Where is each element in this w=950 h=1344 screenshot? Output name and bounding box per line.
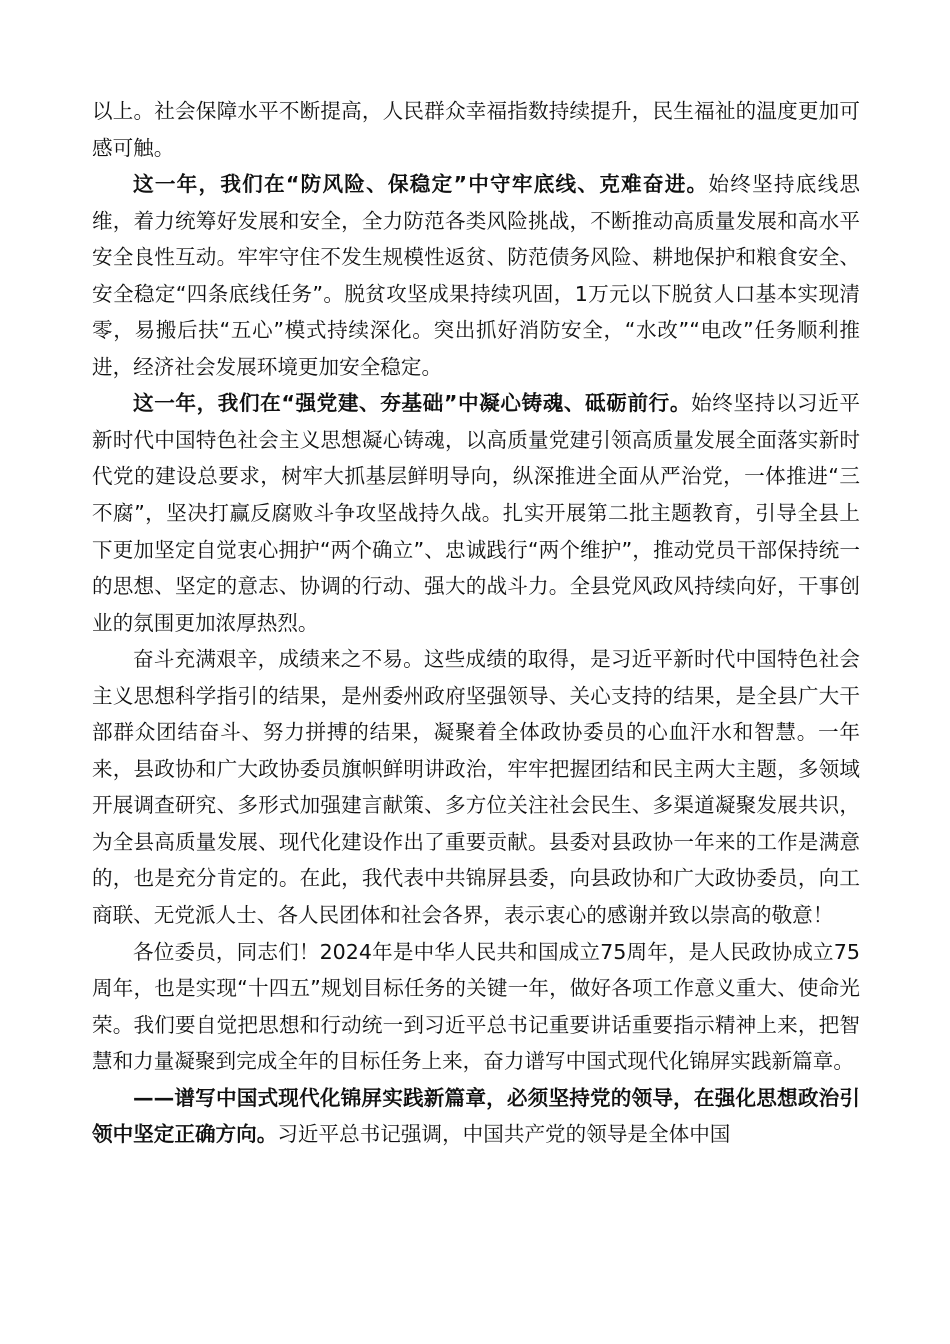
paragraph-2-text: 始终坚持底线思维，着力统筹好发展和安全，全力防范各类风险挑战，不断推动高质量发展和高水平安全良性互动。牢牢守住不发生规模性返贫、防范债务风险、耕地保护和粮食安全、安全稳定“四条底线任务”。脱贫攻坚成果持续巩固，1万元以下脱贫人口基本实现清零，易搬后扶“五心”模式持续深化。突出抓好消防安全，“水改”“电改”任务顺利推进，经济社会发展环境更加安全稳定。 — [92, 172, 861, 379]
paragraph-4 — [92, 641, 860, 933]
paragraph-5-text: 各位委员，同志们！2024年是中华人民共和国成立75周年，是人民政协成立75周年，也是实现“十四五”规划目标任务的关键一年，做好各项工作意义重大、使命光荣。我们要自觉把思想和行动统一到习近平总书记重要讲话重要指示精神上来，把智慧和力量凝聚到完成全年的目标任务上来，奋力谱写中国式现代化锦屏实践新篇章。 — [92, 939, 860, 1074]
paragraph-6 — [92, 1080, 860, 1153]
paragraph-2 — [92, 166, 860, 385]
paragraph-6-text: 习近平总书记强调，中国共产党的领导是全体中国 — [277, 1122, 731, 1147]
paragraph-3-lead: 这一年，我们在“强党建、夯基础”中凝心铸魂、砥砺前行。 — [133, 391, 692, 416]
paragraph-1-text: 以上。社会保障水平不断提高，人民群众幸福指数持续提升，民生福祉的温度更加可感可触。 — [92, 99, 860, 160]
paragraph-3 — [92, 385, 860, 641]
paragraph-3-text: 始终坚持以习近平新时代中国特色社会主义思想凝心铸魂，以高质量党建引领高质量发展全面落实新时代党的建设总要求，树牢大抓基层鲜明导向，纵深推进全面从严治党，一体推进“三不腐”，坚决打赢反腐败斗争攻坚战持久战。扎实开展第二批主题教育，引导全县上下更加坚定自觉衷心拥护“两个确立”、忠诚践行“两个维护”，推动党员干部保持统一的思想、坚定的意志、协调的行动、强大的战斗力。全县党风政风持续向好，干事创业的氛围更加浓厚热烈。 — [92, 391, 860, 635]
paragraph-6-lead: ——谱写中国式现代化锦屏实践新篇章，必须坚持党的领导，在强化思想政治引领中坚定正确方向。 — [92, 1085, 860, 1147]
paragraph-1 — [92, 93, 860, 166]
paragraph-2-lead: 这一年，我们在“防风险、保稳定”中守牢底线、克难奋进。 — [133, 172, 709, 197]
paragraph-5 — [92, 934, 860, 1080]
paragraph-4-text: 奋斗充满艰辛，成绩来之不易。这些成绩的取得，是习近平新时代中国特色社会主义思想科学指引的结果，是州委州政府坚强领导、关心支持的结果，是全县广大干部群众团结奋斗、努力拼搏的结果，凝聚着全体政协委员的心血汗水和智慧。一年来，县政协和广大政协委员旗帜鲜明讲政治，牢牢把握团结和民主两大主题，多领域开展调查研究、多形式加强建言献策、多方位关注社会民生、多渠道凝聚发展共识，为全县高质量发展、现代化建设作出了重要贡献。县委对县政协一年来的工作是满意的，也是充分肯定的。在此，我代表中共锦屏县委，向县政协和广大政协委员，向工商联、无党派人士、各人民团体和社会各界，表示衷心的感谢并致以崇高的敬意！ — [92, 647, 860, 928]
document-page — [92, 93, 860, 1153]
